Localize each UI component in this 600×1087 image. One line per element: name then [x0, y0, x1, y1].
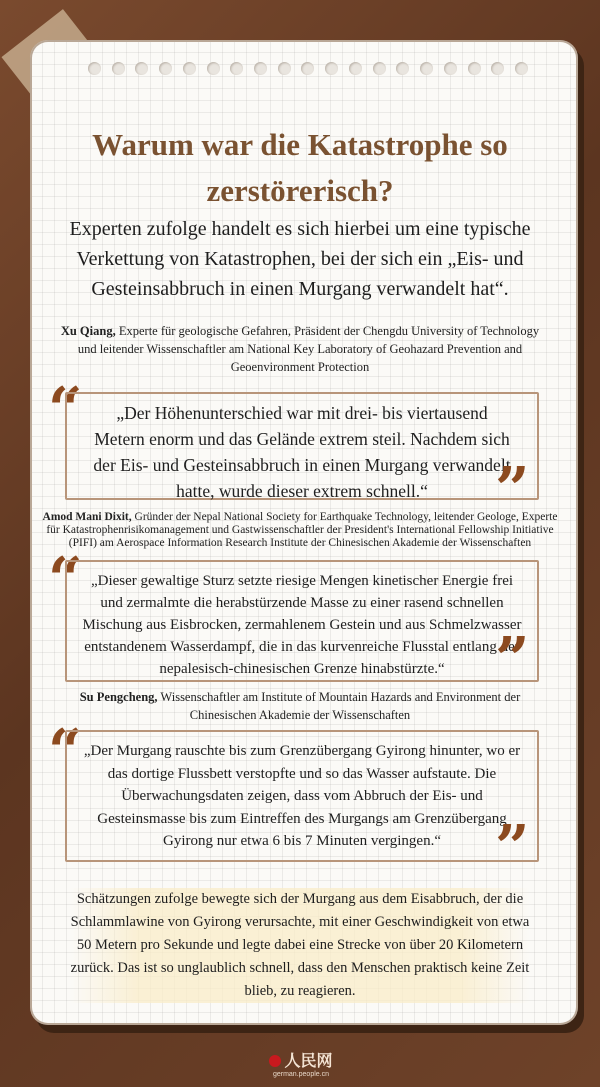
expert-role: Wissenschaftler am Institute of Mountain Hazards and Environment der Chinesischen Akademie der Wissenschaften [157, 690, 521, 722]
quote-box-su-pengcheng [65, 730, 539, 862]
expert-name: Su Pengcheng, [79, 690, 158, 704]
quote-box-amod-mani-dixit [65, 560, 539, 682]
binder-holes [88, 62, 528, 76]
logo-sub: german.people.cn [272, 1071, 330, 1078]
expert-name: Amod Mani Dixit, [42, 511, 132, 523]
expert-role: Gründer der Nepal National Society for Earthquake Technology, leitender Geologe, Experte für Katastrophenrisikomanagement und Gastwissenschaftler der President's International Fellowship Initiative (PIFI) am Aerospace Information Research Institute der Chinesischen Akademie der Wissenschaften [46, 511, 558, 549]
open-quote-icon: “ [48, 717, 83, 787]
close-quote-icon: ” [495, 455, 530, 525]
expert-name: Xu Qiang, [60, 324, 116, 338]
open-quote-icon: “ [48, 375, 83, 445]
people-daily-logo [258, 1048, 344, 1078]
logo-main: 人民网 [284, 1053, 333, 1070]
quote-text: „Der Höhenunterschied war mit drei- bis viertausend Metern enorm und das Gelände extrem steil. Nachdem sich der Eis- und Gesteinsabbruch in einen Murgang verwandelt hatte, wurde dieser extrem schnell.“ [93, 403, 511, 501]
page-title: Warum war die Katastrophe so zerstörerisch? [92, 127, 508, 208]
intro-text: Experten zufolge handelt es sich hierbei um eine typische Verkettung von Katastrophen, bei der sich ein „Eis- und Gesteinsabbruch in einen Murgang verwandelt hat“. [69, 218, 531, 300]
logo-mark-icon [269, 1055, 281, 1067]
expert-credit-xu-qiang [50, 322, 550, 376]
expert-role: Experte für geologische Gefahren, Präsident der Chengdu University of Technology und leitender Wissenschaftler am National Key Laboratory of Geohazard Prevention and Geoenvironment Protection [77, 324, 540, 374]
open-quote-icon: “ [48, 545, 83, 615]
close-quote-icon: ” [495, 625, 530, 695]
close-quote-icon: ” [495, 813, 530, 883]
summary-text: Schätzungen zufolge bewegte sich der Murgang aus dem Eisabbruch, der die Schlammlawine von Gyirong verursachte, mit einer Geschwindigkeit von etwa 50 Metern pro Sekunde und legte dabei eine Strecke von über 20 Kilometern zurück. Das ist so unglaublich schnell, dass den Menschen praktisch keine Zeit blieb, zu reagieren. [70, 888, 530, 1003]
quote-text: „Der Murgang rauschte bis zum Grenzübergang Gyirong hinunter, wo er das dortige Flussbett verstopfte und so das Wasser aufstaute. Die Überwachungsdaten zeigen, dass vom Abbruch der Eis- und Gesteinsmasse bis zum Eintreffen des Murgangs am Grenzübergang Gyirong nur etwa 6 bis 7 Minuten vergingen.“ [83, 743, 521, 849]
quote-text: „Dieser gewaltige Sturz setzte riesige Mengen kinetischer Energie frei und zermalmte die herabstürzende Masse zu einer rasend schnellen Mischung aus Eisbrocken, zermahlenem Gestein und aus Schmelzwasser entstandenem Wasserdampf, die in das kurvenreiche Flusstal entlang der nepalesisch-chinesischen Grenze hinabstürzte.“ [82, 573, 522, 677]
quote-box-xu-qiang [65, 392, 539, 500]
expert-credit-su-pengcheng [50, 688, 550, 724]
expert-credit-amod-mani-dixit [40, 511, 560, 550]
